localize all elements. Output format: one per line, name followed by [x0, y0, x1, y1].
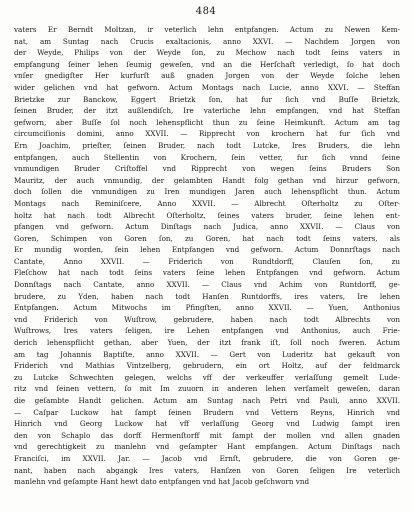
text-line: Cantate, Anno XXVII. — Friderich von Rundtdorff, Clauſen ſon, zu [14, 256, 400, 266]
text-line: ſeinen Bruder, der itzt außlendiſch, Ire vaterliche lehn empfangen, vnd hat Steffan [14, 106, 400, 116]
text-line: manlehn vnd geſampte Hant hewt dato entpfangen vnd hat Jacob geſchworn vnd [14, 477, 310, 487]
text-line: vnd gerechtigkeit zu manlehn vnd geſampter Hant empfangen. Actum Dinſtags nach [14, 442, 400, 452]
text-line: doch ſollen die vnmundigen zu Iren mundigen Jaren auch lehenspflicht thun. Actum [14, 187, 400, 197]
text-line: Entpfangen. Actum Mitwochs im Pfingſten, anno XXVII. — Yuen, Anthonius [14, 303, 400, 313]
text-line: holtz hat nach todt Albrecht Oſterholtz, ſeines vaters bruder, ſeine lehen ent- [14, 210, 400, 220]
text-line: gefworn, aber Buſſe ſol noch lehenspflicht thun zu ſeine Heimkunft. Actum am tag [14, 117, 400, 127]
page-number: 484 [195, 6, 217, 17]
text-line: Donnſtags nach Cantate, anno XXVII. — Claus vnd Achim von Runtdorff, ge- [14, 280, 400, 290]
text-line: Franciſci, im XXVII. Jar. — Jacob vnd Ernſt, gebrudere, die von Goren ge- [14, 453, 400, 463]
text-line: Er mundig worden, ſein lehen Entpfangen vnd gefworn. Actum Donnrſtags nach [14, 245, 400, 255]
text-line: Goren, Schimpen von Goren ſon, zu Goren, hat nach todt ſeins vaters, als [14, 233, 400, 243]
text-line: Wuſtrows, Ires vaters ſeligen, ire Lehen entpfangen vnd Anthonius, auch Frie- [14, 326, 400, 336]
text-line: entpfangen, auch Stellentin von Krochern, ſein vetter, fur ſich vnnd ſeine [14, 152, 400, 162]
text-line: brudere, zu Yden, haben nach todt Hanſen Runtdorffs, ires vaters, Ire lehen [14, 291, 400, 301]
text-line: Mauritz, der auch vnmundig, der gelambten Handt folg gethan vnd hirzur gefworn, [14, 175, 400, 185]
text-line: ritz vnd ſeinen vettern, ſo mit Im zuuorn in anderen lehen verſamelt geweſen, daran [14, 384, 400, 394]
text-block [14, 24, 400, 488]
text-line: Fleſchow hat nach todt ſeins vaters ſeine lehen Entpfangen vnd gefworn. Actum [14, 268, 400, 278]
text-line: Brietzke zur Banckow, Eggert Brietzk ſon, hat fur ſich vnd Buſſe Brietzk, [14, 94, 400, 104]
text-line: den von Schaplo das dorff Hermenſtorff mit ſampt der mollen vnd allen gnaden [14, 430, 400, 440]
text-line: circumciſionis domini, anno XXVII. — Ripprecht von krochern hat fur ſich vnd [14, 129, 400, 139]
text-line: zu Lutcke Schwechten gelegen, welchs vff der verkeuffer verlaſſung gemelt Lude- [14, 372, 400, 382]
text-line: Hinrich vnd Georg Luckow hat vff verlaſſung Georg vnd Ludwig ſampt iren [14, 419, 400, 429]
text-line: Ern Joachim, prieſter, ſeinen Bruder, nach todt Lutcke, Ires Bruders, die lehn [14, 140, 400, 150]
text-line: vnd Friderich von Wuſtrow, gebrudere, haben nach todt Albrechts von [14, 314, 400, 324]
text-line: vaters Er Berndt Moltzan, ir veterlich lehn entpfangen. Actum zu Newen Kem- [14, 25, 400, 34]
text-line: empfangung ſeiner lehen ſeumig geweſen, vnd an die Herſchaft verledigt, ſo hat doch [14, 59, 400, 69]
text-line: nat, am Suntag nach Crucis exaltacionis, anno XXVI. — Nachdem Jorgen von [14, 36, 400, 46]
text-line: — Caſpar Luckow hat ſampt ſeinen Brudern vnd Vettern Reyns, Hinrich vnd [14, 407, 400, 417]
text-line: der Weyde, Philips von der Weyde ſon, zu Mechow nach todt ſeins vaters in [14, 48, 400, 58]
text-line: am tag Johannis Baptiſte, anno XXVII. — Gert von Luderitz hat gekauft von [14, 349, 400, 359]
text-line: die geſambte Handt gelichen. Actum am Suntag nach Petri vnd Pauli, anno XXVII. [14, 396, 400, 405]
text-line: vnſer gnedigſter Her kurfurſt auß gnaden Jorgen von der Weyde ſolche lehen [14, 71, 400, 81]
text-line: pfangen vnd gefworn. Actum Dinſtags nach Judica, anno XXVII. — Claus von [14, 222, 400, 232]
text-line: wider gelichen vnd hat gefworn. Actum Montags nach Lucie, anno XXVI. — Steffan [14, 82, 400, 92]
text-line: Friderich vnd Mathias Vintzelberg, gebrudern, ein ort Holtz, auf der feldmarck [14, 361, 400, 371]
text-line: derich lehenspflicht gethan, aber Yuen, der itzt frank iſt, ſoll noch ſweren. Actum [14, 338, 400, 348]
text-line: Montags nach Reminiſcere, Anno XXVII. — Albrecht Oſterholtz zu Oſter- [14, 198, 400, 208]
text-line: nant, haben nach abgangk Ires vaters, Hanſzen von Goren ſeligen Ire veterlich [14, 465, 400, 475]
text-line: vnmundigen Bruder Criſtoffel vnd Ripprecht von wegen ſeins Bruders Son [14, 164, 400, 174]
